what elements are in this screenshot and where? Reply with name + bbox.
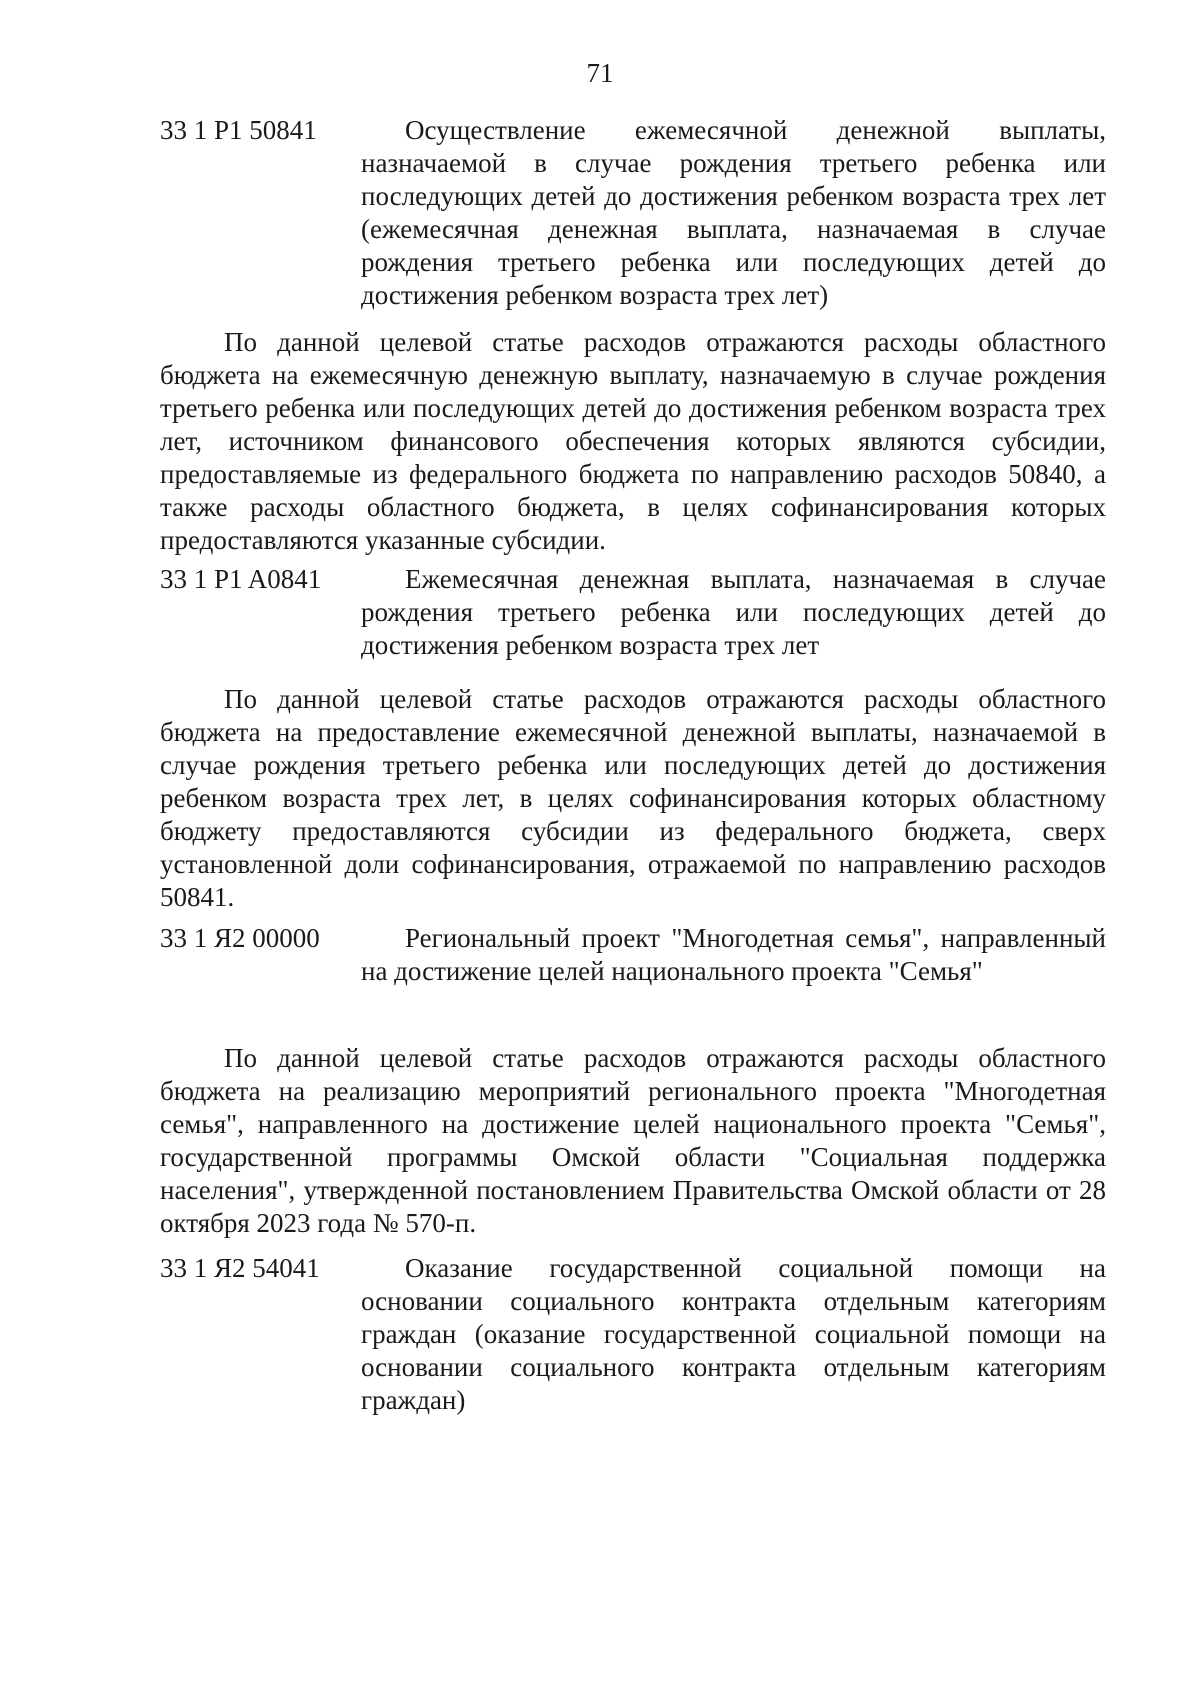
entry-title: Осуществление ежемесячной денежной выплаты, назначаемой в случае рождения третьего ребенка или последующих детей до достижения ребенком возраста трех лет (ежемесячная денежная выплата, назначаемая в случае рождения третьего ребенка или последующих детей до достижения ребенком возраста трех лет) <box>361 115 1106 310</box>
page-number: 71 <box>586 58 614 88</box>
entry-title: Оказание государственной социальной помощи на основании социального контракта отдельным категориям граждан (оказание государственной социальной помощи на основании социального контракта отдельным категориям граждан) <box>361 1253 1106 1415</box>
entry-description: По данной целевой статье расходов отражаются расходы областного бюджета на предоставление ежемесячной денежной выплаты, назначаемой в случае рождения третьего ребенка или последующих детей до достижения ребенком возраста трех лет, в целях софинансирования которых областному бюджету предоставляются субсидии из федерального бюджета, сверх установленной доли софинансирования, отражаемой по направлению расходов 50841. <box>160 684 1106 912</box>
budget-code: 33 1 P1 50841 <box>160 115 317 145</box>
entry-description: По данной целевой статье расходов отражаются расходы областного бюджета на ежемесячную денежную выплату, назначаемую в случае рождения третьего ребенка или последующих детей до достижения ребенком возраста трех лет, источником финансового обеспечения которых являются субсидии, предоставляемые из федерального бюджета по направлению расходов 50840, а также расходы областного бюджета, в целях софинансирования которых предоставляются указанные субсидии. <box>160 327 1106 555</box>
budget-code: 33 1 Я2 00000 <box>160 923 320 953</box>
budget-code: 33 1 Я2 54041 <box>160 1253 320 1283</box>
entry-title: Региональный проект "Многодетная семья", направленный на достижение целей национального проекта "Семья" <box>361 923 1106 986</box>
entry-title: Ежемесячная денежная выплата, назначаемая в случае рождения третьего ребенка или последующих детей до достижения ребенком возраста трех лет <box>361 564 1106 660</box>
budget-code: 33 1 P1 A0841 <box>160 564 322 594</box>
entry-description: По данной целевой статье расходов отражаются расходы областного бюджета на реализацию мероприятий регионального проекта "Многодетная семья", направленного на достижение целей национального проекта "Семья", государственной программы Омской области "Социальная поддержка населения", утвержденной постановлением Правительства Омской области от 28 октября 2023 года № 570-п. <box>160 1043 1106 1238</box>
